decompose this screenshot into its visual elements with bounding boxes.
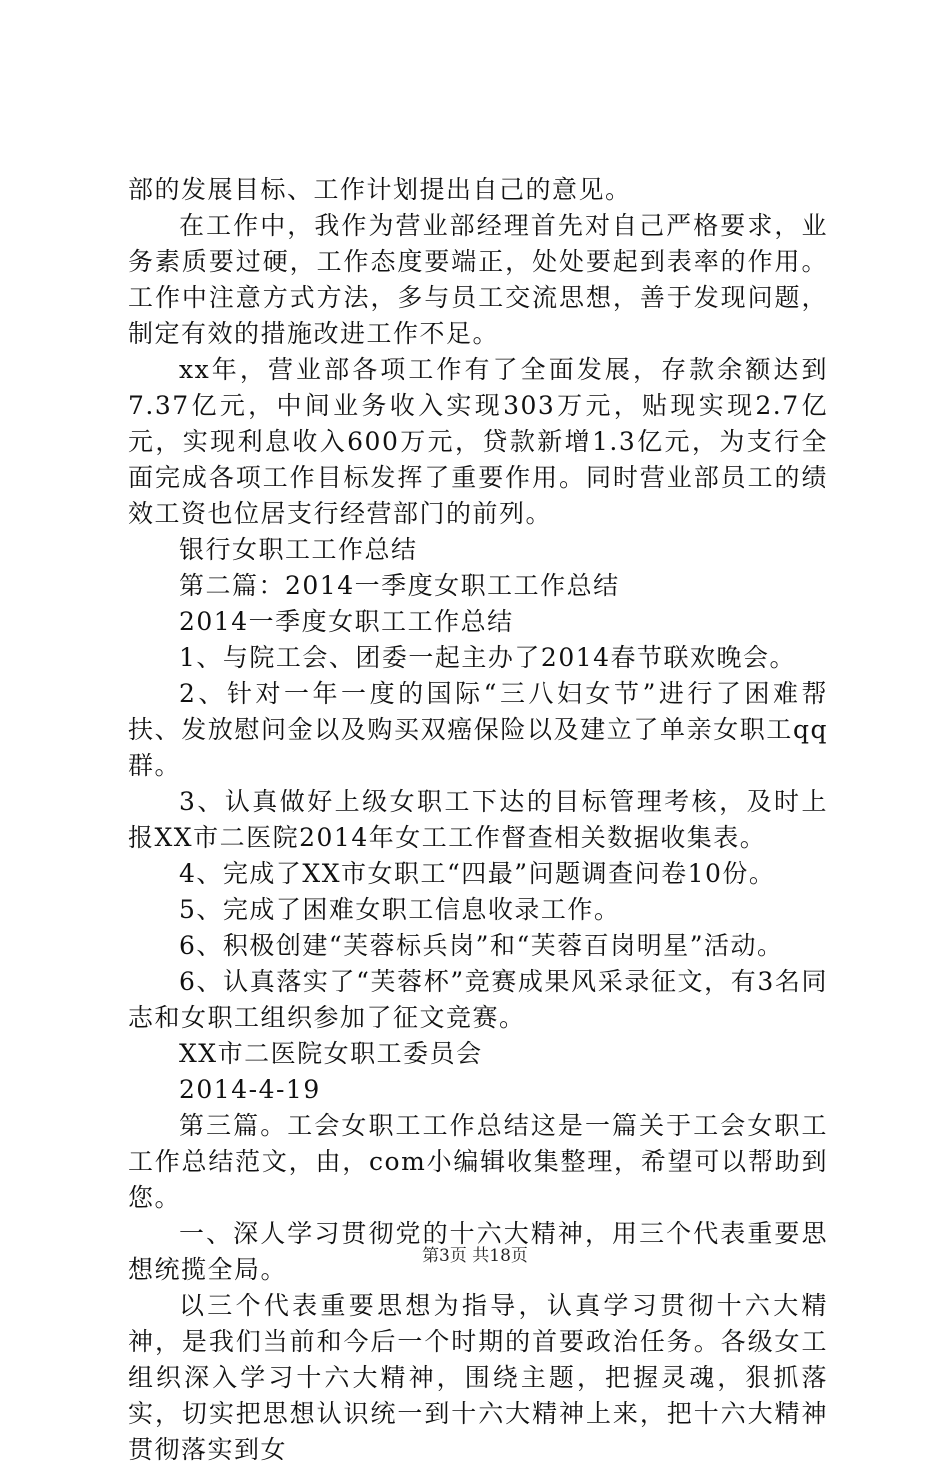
list-item: 6、积极创建“芙蓉标兵岗”和“芙蓉百岗明星”活动。 xyxy=(179,931,784,960)
list-item: 6、认真落实了“芙蓉杯”竞赛成果风采录征文，有3名同志和女职工组织参加了征文竞赛。 xyxy=(128,967,828,1032)
paragraph: 以三个代表重要思想为指导，认真学习贯彻十六大精神，是我们当前和今后一个时期的首要政治任务。各级女工组织深入学习十六大精神，围绕主题，把握灵魂，狠抓落实，切实把思想认识统一到十六大精神上来，把十六大精神贯彻落实到女 xyxy=(128,1291,828,1464)
signature-org: XX市二医院女职工委员会 xyxy=(179,1039,483,1068)
list-item: 1、与院工会、团委一起主办了2014春节联欢晚会。 xyxy=(179,643,797,672)
paragraph: xx年，营业部各项工作有了全面发展，存款余额达到7.37亿元，中间业务收入实现303万元，贴现实现2.7亿元，实现利息收入600万元，贷款新增1.3亿元，为支行全面完成各项工作目标发挥了重要作用。同时营业部员工的绩效工资也位居支行经营部门的前列。 xyxy=(128,355,828,528)
signature-date: 2014-4-19 xyxy=(179,1075,321,1104)
paragraph: 一、深人学习贯彻党的十六大精神，用三个代表重要思想统揽全局。 xyxy=(128,1219,828,1284)
document-body xyxy=(128,172,828,1468)
list-item: 2、针对一年一度的国际“三八妇女节”进行了困难帮扶、发放慰问金以及购买双癌保险以及建立了单亲女职工qq群。 xyxy=(128,679,828,780)
paragraph: 第三篇。工会女职工工作总结这是一篇关于工会女职工工作总结范文，由，com小编辑收集整理，希望可以帮助到您。 xyxy=(128,1111,828,1212)
page-number-footer: 第3页 共18页 xyxy=(422,1246,528,1266)
list-item: 3、认真做好上级女职工下达的目标管理考核，及时上报XX市二医院2014年女工工作督查相关数据收集表。 xyxy=(128,787,828,852)
list-item: 5、完成了困难女职工信息收录工作。 xyxy=(179,895,621,924)
paragraph-continuation: 部的发展目标、工作计划提出自己的意见。 xyxy=(128,175,632,204)
section-heading: 2014一季度女职工工作总结 xyxy=(179,607,514,636)
section-heading: 第二篇：2014一季度女职工工作总结 xyxy=(179,571,620,600)
paragraph: 在工作中，我作为营业部经理首先对自己严格要求，业务素质要过硬，工作态度要端正，处处要起到表率的作用。工作中注意方式方法，多与员工交流思想，善于发现问题，制定有效的措施改进工作不足。 xyxy=(128,211,828,348)
section-heading: 银行女职工工作总结 xyxy=(179,535,418,564)
list-item: 4、完成了XX市女职工“四最”问题调查问卷10份。 xyxy=(179,859,776,888)
